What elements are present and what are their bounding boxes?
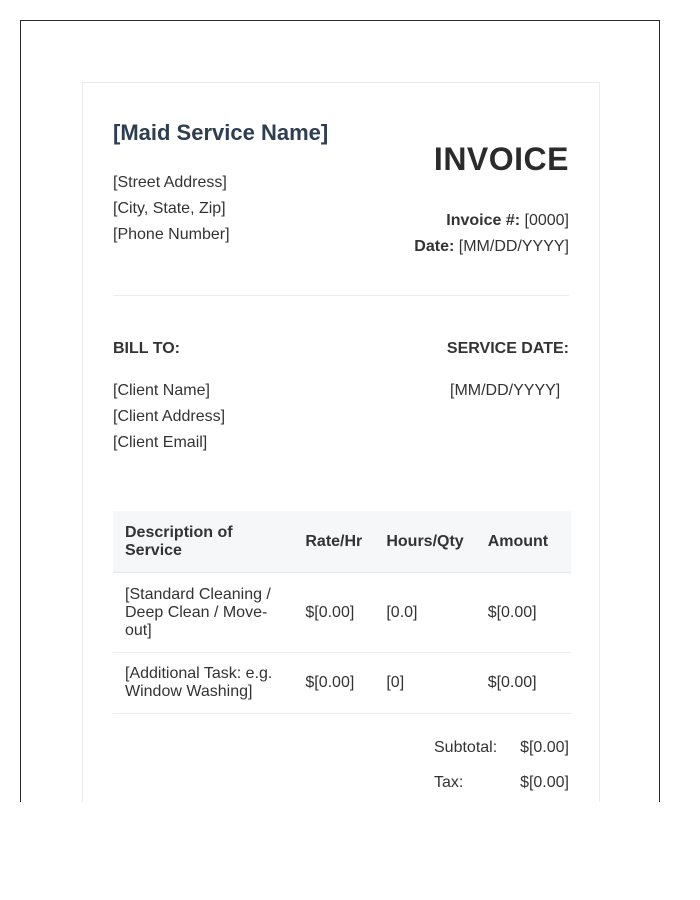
row-rate: $[0.00]: [293, 653, 374, 714]
header-description: Description of Service: [113, 511, 293, 573]
client-address: [Client Address]: [113, 408, 226, 425]
client-email: [Client Email]: [113, 434, 208, 451]
invoice-date-line: [414, 234, 569, 260]
client-name: [Client Name]: [113, 382, 210, 399]
invoice-number-line: [414, 208, 569, 234]
row-rate: $[0.00]: [293, 573, 374, 653]
row-description: [Standard Cleaning / Deep Clean / Move-out]: [113, 573, 293, 653]
table-header-row: [113, 511, 571, 573]
invoice-title: INVOICE: [433, 141, 569, 177]
header-rate: Rate/Hr: [293, 511, 374, 573]
company-phone: [Phone Number]: [113, 226, 230, 243]
table-row: [113, 573, 571, 653]
row-hours: [0.0]: [374, 573, 475, 653]
row-description: [Additional Task: e.g. Window Washing]: [113, 653, 293, 714]
invoice-meta: [414, 208, 569, 260]
invoice-date-value: [MM/DD/YYYY]: [458, 238, 569, 255]
row-amount: $[0.00]: [476, 573, 571, 653]
invoice-number-label: Invoice #:: [446, 212, 521, 229]
document-page: [20, 20, 660, 802]
header-hours: Hours/Qty: [374, 511, 475, 573]
totals-block: [113, 739, 569, 802]
subtotal-value: $[0.00]: [520, 739, 569, 756]
table-row: [113, 653, 571, 714]
bill-to-block: [113, 378, 225, 456]
bill-to-label: BILL TO:: [113, 340, 180, 357]
company-name: [Maid Service Name]: [113, 120, 329, 145]
company-street: [Street Address]: [113, 174, 227, 191]
row-hours: [0]: [374, 653, 475, 714]
invoice-number-value: [0000]: [524, 212, 569, 229]
company-city: [City, State, Zip]: [113, 200, 226, 217]
service-date-value: [MM/DD/YYYY]: [450, 382, 561, 399]
subtotal-label: Subtotal:: [434, 739, 498, 756]
subtotal-row: [113, 739, 569, 774]
tax-label: Tax:: [434, 774, 464, 791]
company-address-block: [113, 170, 230, 248]
header-amount: Amount: [476, 511, 571, 573]
service-date-label: SERVICE DATE:: [446, 340, 569, 357]
row-amount: $[0.00]: [476, 653, 571, 714]
tax-row: [113, 774, 569, 802]
services-table: [113, 511, 571, 714]
tax-value: $[0.00]: [520, 774, 569, 791]
header-divider: [113, 295, 569, 296]
invoice-date-label: Date:: [414, 238, 455, 255]
invoice-card: [82, 82, 600, 802]
